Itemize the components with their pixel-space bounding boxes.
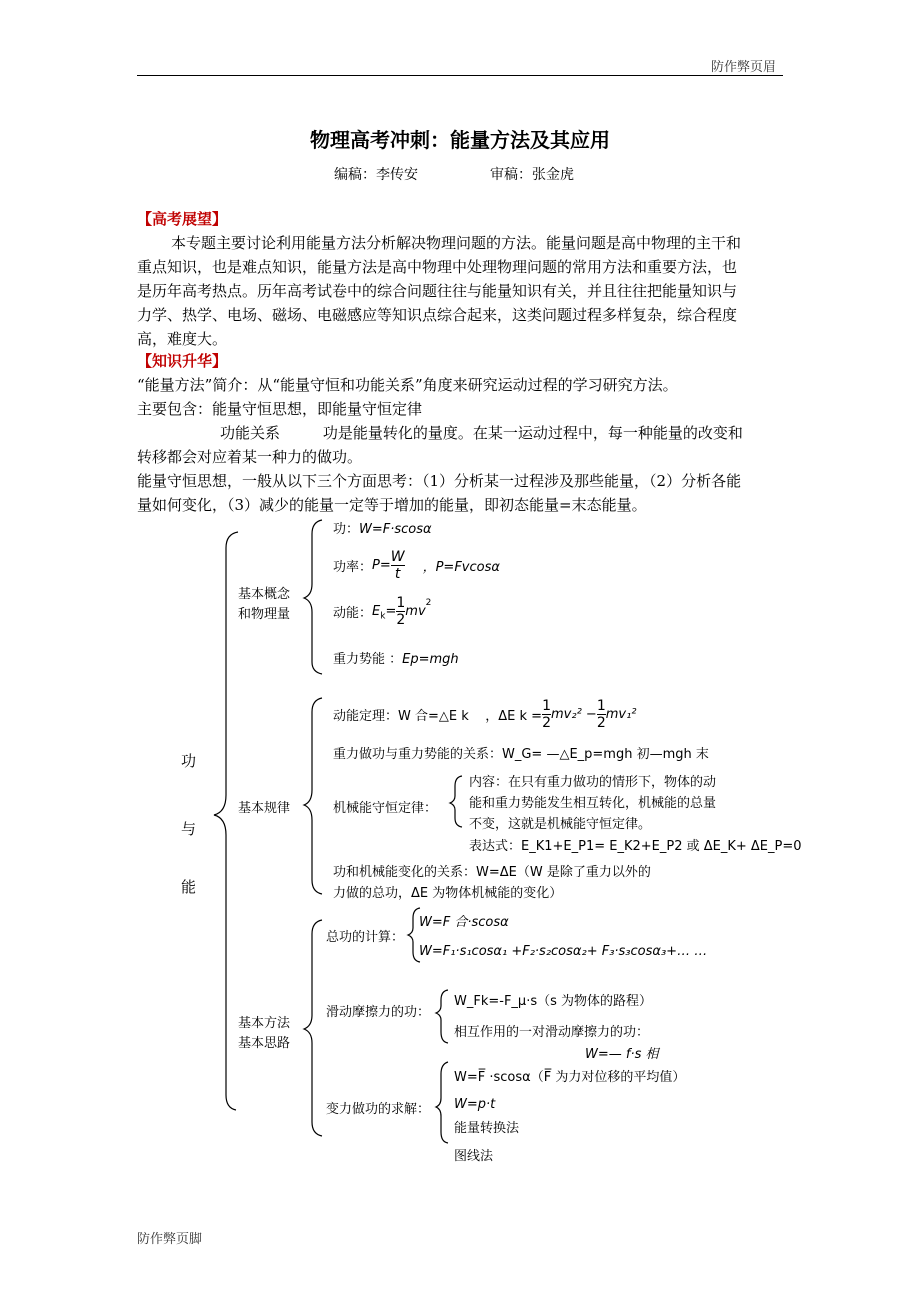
page-footer: 防作弊页脚 [137, 1232, 203, 1247]
outlook-heading: 【高考展望】 [137, 210, 228, 228]
power-def: 功率：P= $\frac{W}{t}$ ，P=Fvcosα [333, 549, 500, 582]
mech-expression: 表达式：E_K1+E_P1= E_K2+E_P2 或 ΔE_K+ ΔE_P=0 [469, 839, 802, 854]
methods-label: 基本方法 [238, 1016, 291, 1031]
knowledge-line: 能量守恒思想，一般从以下三个方面思考：（1）分析某一过程涉及那些能量，（2）分析各能 [137, 472, 742, 490]
methods-brace [304, 920, 322, 1136]
concepts-brace [304, 520, 322, 674]
root-char: 功 [181, 752, 197, 770]
total-work-label: 总功的计算： [326, 930, 405, 945]
knowledge-line: “能量方法”简介：从“能量守恒和功能关系”角度来研究运动过程的学习研究方法。 [137, 376, 678, 394]
knowledge-line: 转移都会对应着某一种力的做功。 [137, 448, 363, 466]
work-energy-relation: 功和机械能变化的关系：W=ΔE（W 是除了重力以外的 [333, 865, 651, 880]
mech-content: 能和重力势能发生相互转化，机械能的总量 [469, 796, 717, 811]
pe-def: 重力势能 ：Ep=mgh [333, 652, 459, 667]
ke-def: 动能：$E_k=$ $\frac{1}{2}$ $mv^2$ [333, 595, 432, 628]
ke-fraction: $\frac{1}{2}$ [396, 595, 406, 628]
reviewer: 审稿：张金虎 [490, 167, 574, 183]
concepts-label: 和物理量 [238, 607, 291, 622]
friction-brace [436, 990, 448, 1043]
variable-force-graph: 图线法 [454, 1149, 494, 1164]
friction-formula: W_Fk=-F_μ·s（s 为物体的路程） [454, 994, 653, 1009]
concepts-label: 基本概念 [238, 587, 291, 602]
knowledge-heading: 【知识升华】 [137, 352, 228, 370]
root-char: 能 [181, 878, 197, 896]
work-def: 功：W=F·scosα [333, 522, 432, 537]
methods-label: 基本思路 [238, 1036, 291, 1051]
outlook-line: 力学、热学、电场、磁场、电磁感应等知识点综合起来，这类问题过程多样复杂，综合程度 [137, 306, 738, 324]
root-char: 与 [181, 820, 197, 838]
outlook-line: 是历年高考热点。历年高考试卷中的综合问题往往与能量知识有关，并且往往把能量知识与 [137, 282, 738, 300]
editor: 编稿：李传安 [334, 167, 418, 183]
total-work-formula: W=F₁·s₁cosα₁ +F₂·s₂cosα₂+ F₃·s₃cosα₃+… … [419, 944, 708, 959]
friction-label: 滑动摩擦力的功： [326, 1005, 431, 1020]
laws-label: 基本规律 [238, 801, 291, 816]
mech-content: 内容：在只有重力做功的情形下，物体的动 [469, 775, 717, 790]
mech-content: 不变，这就是机械能守恒定律。 [469, 817, 652, 832]
mech-brace [450, 776, 462, 827]
variable-force-label: 变力做功的求解： [326, 1102, 431, 1117]
mech-label: 机械能守恒定律： [333, 801, 438, 816]
variable-force-energy: 能量转换法 [454, 1121, 520, 1136]
work-energy-relation: 力做的总功，ΔE 为物体机械能的变化） [333, 886, 563, 901]
gravity-relation: 重力做功与重力势能的关系：W_G= —△E_p=mgh 初—mgh 末 [333, 747, 709, 762]
variable-force-power: W=p·t [454, 1097, 496, 1112]
knowledge-line: 主要包含：能量守恒思想，即能量守恒定律 [137, 400, 423, 418]
power-fraction: $\frac{W}{t}$ [390, 549, 405, 582]
knowledge-line: 量如何变化，（3）减少的能量一定等于增加的能量，即初态能量=末态能量。 [137, 496, 647, 514]
friction-pair: 相互作用的一对滑动摩擦力的功： [454, 1025, 650, 1040]
ke-theorem: 动能定理：W 合=△E k ，ΔE k = $\frac{1}{2}$ mv₂² − $\frac{1}{2}$ mv₁² [333, 698, 637, 731]
outlook-line: 高，难度大。 [137, 330, 228, 348]
variable-force-avg: W=F̅ ·scosα（F̅ 为力对位移的平均值） [454, 1070, 686, 1085]
main-brace [214, 532, 238, 1110]
outlook-line: 本专题主要讨论利用能量方法分析解决物理问题的方法。能量问题是高中物理的主干和 [171, 234, 742, 252]
variable-brace [436, 1062, 448, 1143]
page-header: 防作弊页眉 [711, 60, 777, 75]
laws-brace [304, 698, 322, 894]
friction-pair-formula: W=— f·s 相 [585, 1047, 659, 1062]
total-work-formula: W=F 合·scosα [419, 915, 509, 930]
knowledge-line: 功能关系 功是能量转化的量度。在某一运动过程中，每一种能量的改变和 [220, 424, 743, 442]
outlook-line: 重点知识，也是难点知识，能量方法是高中物理中处理物理问题的常用方法和重要方法，也 [137, 258, 738, 276]
page-title: 物理高考冲刺：能量方法及其应用 [310, 128, 610, 152]
